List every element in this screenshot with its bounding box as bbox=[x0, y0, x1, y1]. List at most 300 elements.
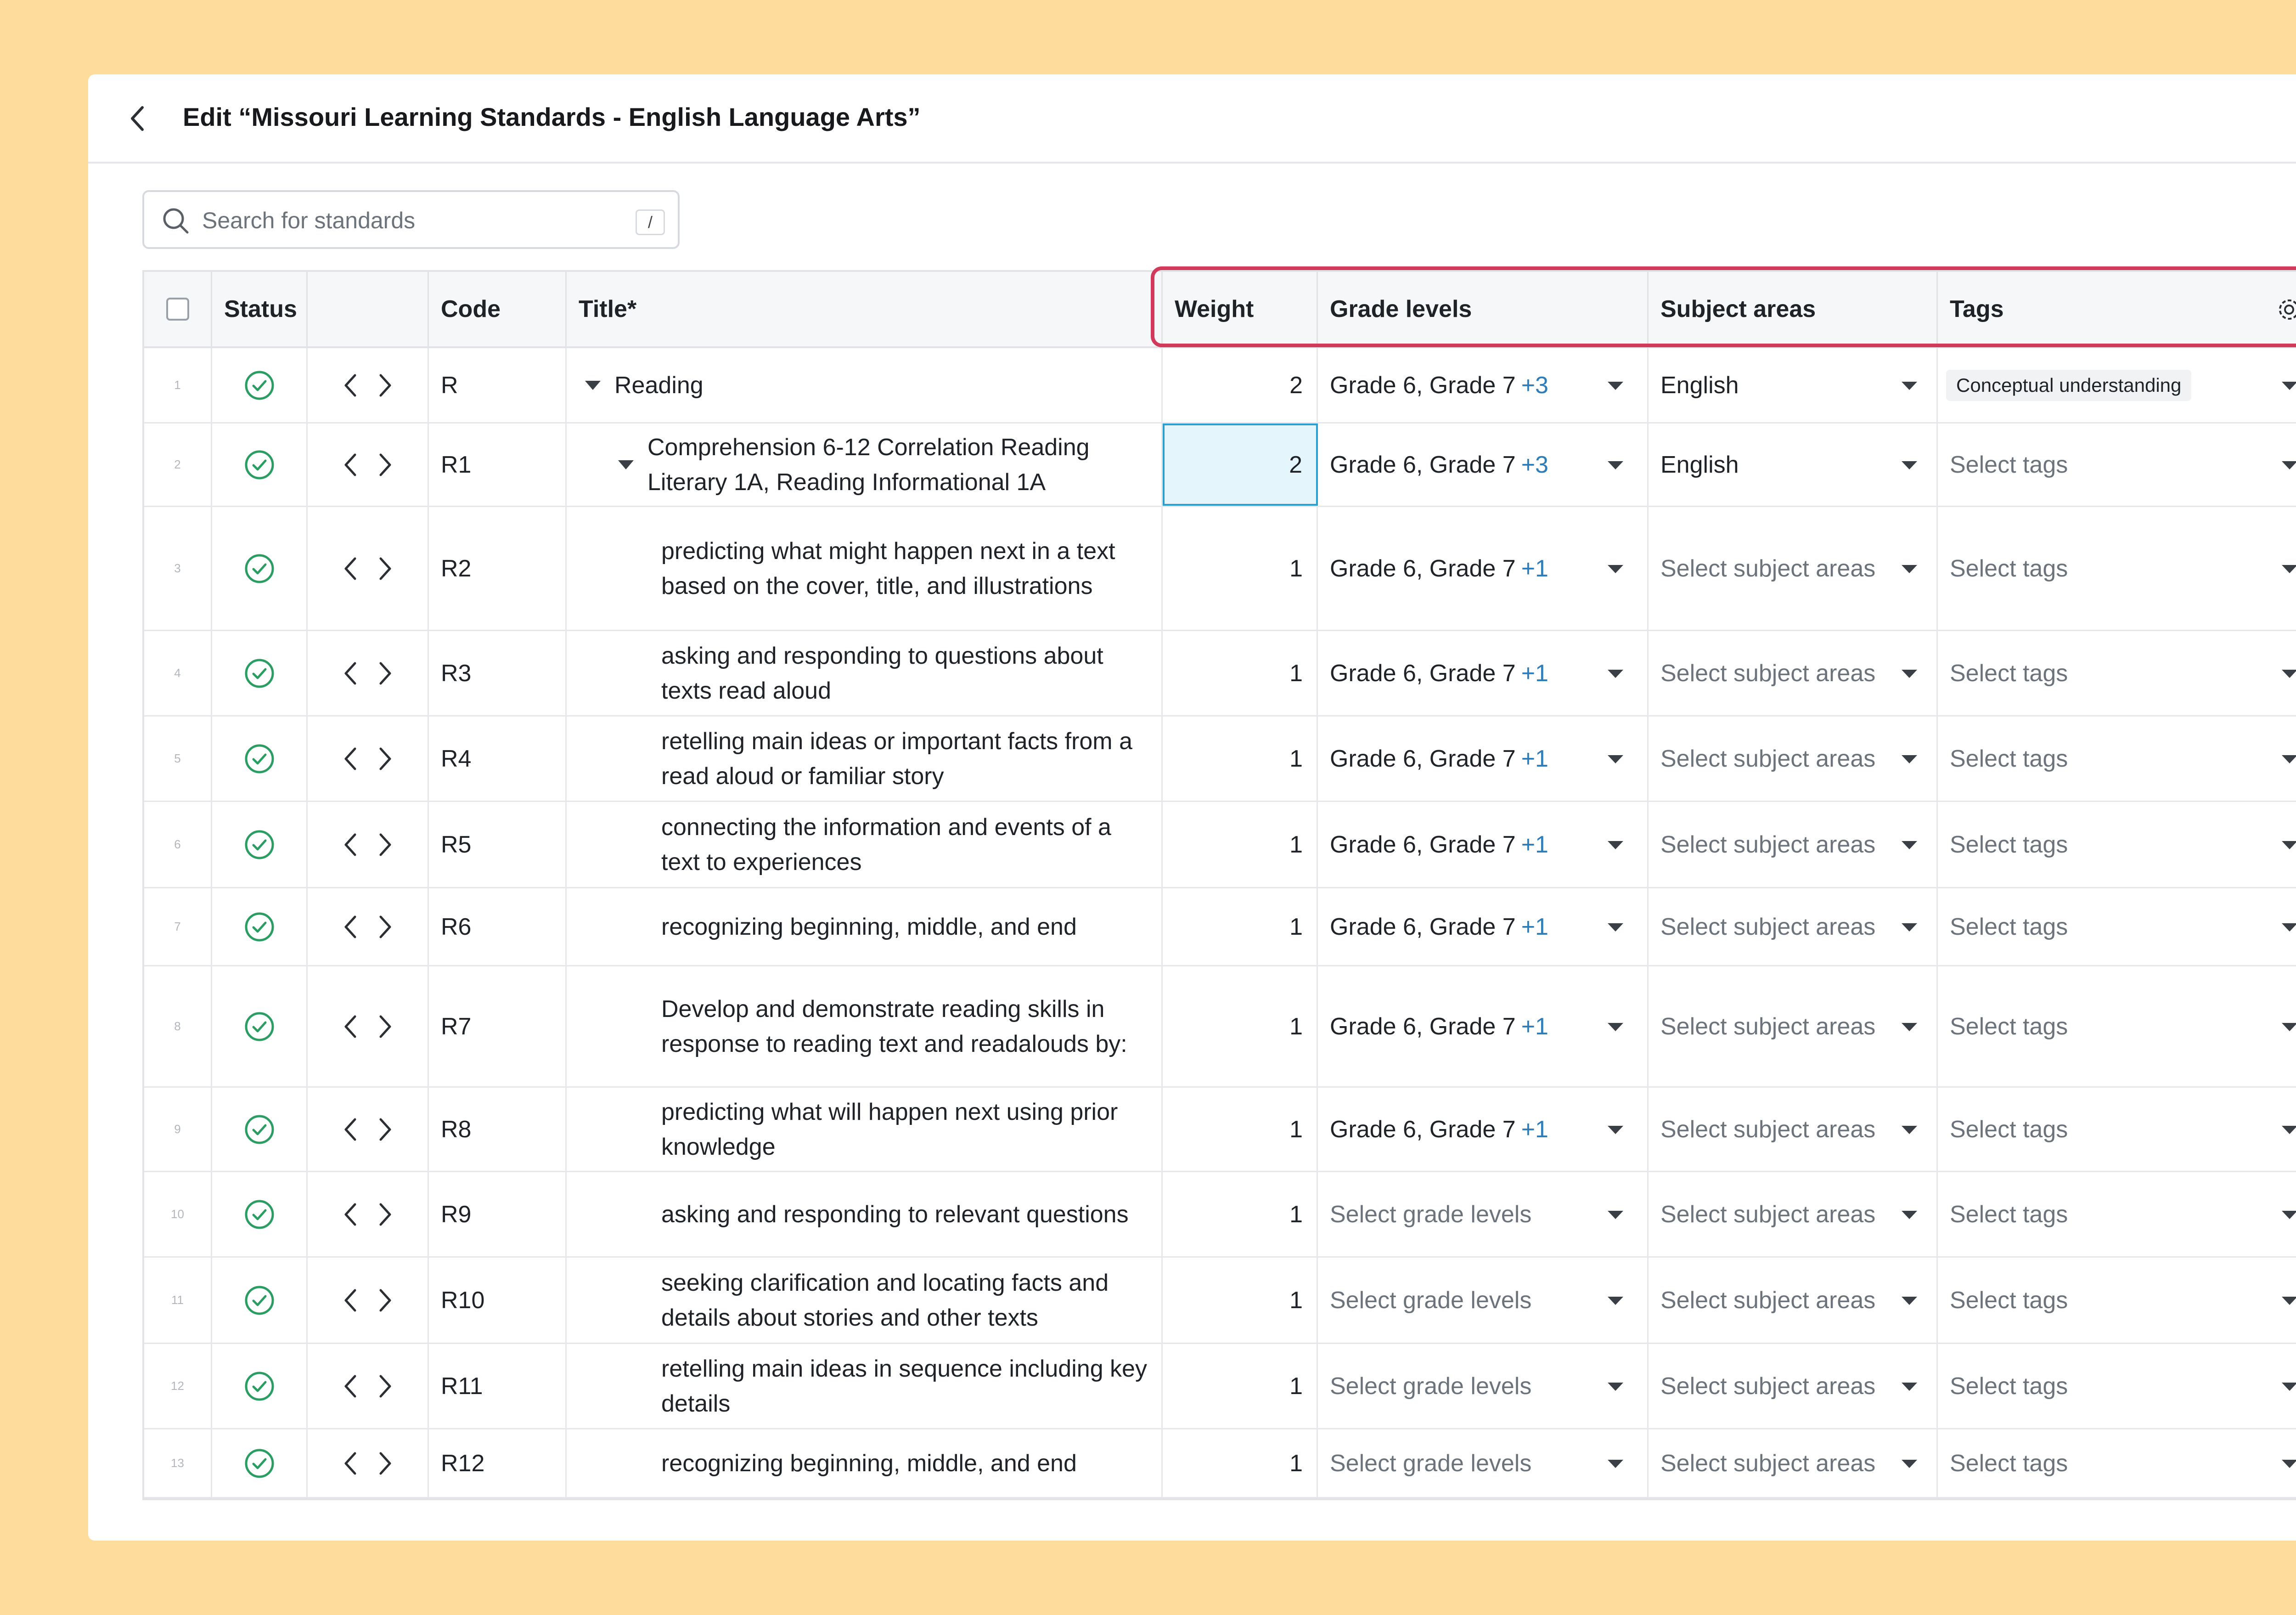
caret-down-icon[interactable] bbox=[1608, 461, 1623, 469]
editor-card bbox=[88, 74, 2296, 1541]
tags-placeholder: Select tags bbox=[1950, 660, 2068, 687]
status-cell bbox=[212, 348, 308, 422]
caret-down-icon[interactable] bbox=[1902, 1023, 1917, 1031]
code-cell[interactable] bbox=[429, 348, 567, 422]
back-button[interactable] bbox=[120, 101, 155, 136]
chevron-right-icon[interactable] bbox=[377, 1014, 394, 1039]
weight-value: 1 bbox=[1289, 1201, 1303, 1228]
subject-areas-value: Select subject areas bbox=[1660, 660, 1876, 687]
caret-down-icon[interactable] bbox=[1608, 1383, 1623, 1391]
select-all-checkbox[interactable] bbox=[166, 298, 189, 321]
subject-areas-value: Select subject areas bbox=[1660, 1287, 1876, 1314]
move-cell bbox=[308, 507, 429, 630]
row-number: 5 bbox=[174, 751, 181, 765]
caret-down-icon[interactable] bbox=[1902, 461, 1917, 469]
chevron-left-icon[interactable] bbox=[342, 1014, 359, 1039]
grade-levels-cell[interactable] bbox=[1318, 1172, 1649, 1256]
row-number: 11 bbox=[171, 1293, 184, 1307]
caret-down-icon[interactable] bbox=[2282, 1211, 2296, 1219]
code-value: R4 bbox=[441, 745, 472, 772]
caret-down-icon[interactable] bbox=[1608, 1023, 1623, 1031]
code-cell[interactable] bbox=[429, 1088, 567, 1171]
code-value: R11 bbox=[441, 1372, 483, 1400]
status-cell bbox=[212, 1429, 308, 1497]
table-row bbox=[144, 424, 2296, 507]
weight-cell[interactable] bbox=[1163, 1429, 1318, 1497]
weight-value: 1 bbox=[1289, 913, 1303, 940]
search-box[interactable] bbox=[142, 190, 680, 249]
subject-areas-value: Select subject areas bbox=[1660, 1201, 1876, 1228]
title-text: recognizing beginning, middle, and end bbox=[661, 913, 1077, 940]
caret-down-icon[interactable] bbox=[1608, 1211, 1623, 1219]
table-row bbox=[144, 507, 2296, 631]
weight-cell[interactable] bbox=[1163, 1344, 1318, 1428]
grade-more-count[interactable]: +3 bbox=[1521, 451, 1548, 478]
chevron-left-icon[interactable] bbox=[342, 832, 359, 858]
grade-levels-value: Select grade levels bbox=[1330, 1201, 1532, 1228]
title-text: asking and responding to questions about texts read aloud bbox=[661, 642, 1103, 704]
row-number-cell bbox=[144, 1344, 212, 1428]
tag-chip[interactable]: Conceptual understanding bbox=[1946, 370, 2191, 401]
grade-levels-value: Grade 6, Grade 7 bbox=[1330, 1013, 1516, 1040]
table-row bbox=[144, 1172, 2296, 1258]
tags-placeholder: Select tags bbox=[1950, 831, 2068, 858]
subject-areas-cell[interactable] bbox=[1649, 631, 1938, 715]
weight-value: 1 bbox=[1289, 660, 1303, 687]
tags-cell[interactable] bbox=[1938, 424, 2296, 506]
chevron-left-icon[interactable] bbox=[342, 556, 359, 582]
grade-levels-value: Grade 6, Grade 7 bbox=[1330, 745, 1516, 772]
header-bar bbox=[88, 74, 2296, 164]
subject-areas-value: Select subject areas bbox=[1660, 1372, 1876, 1400]
grade-more-count[interactable]: +1 bbox=[1521, 660, 1548, 687]
search-shortcut-key: / bbox=[636, 209, 665, 235]
tags-placeholder: Select tags bbox=[1950, 1372, 2068, 1400]
grade-more-count[interactable]: +1 bbox=[1521, 1013, 1548, 1040]
grade-levels-value: Grade 6, Grade 7 bbox=[1330, 555, 1516, 582]
chevron-right-icon[interactable] bbox=[377, 556, 394, 582]
check-circle-icon[interactable] bbox=[243, 1113, 276, 1146]
title-text: Comprehension 6-12 Correlation Reading Literary 1A, Reading Informational 1A bbox=[647, 434, 1090, 496]
tags-cell[interactable] bbox=[1938, 348, 2296, 422]
grade-levels-cell[interactable] bbox=[1318, 631, 1649, 715]
grade-levels-value: Grade 6, Grade 7 bbox=[1330, 451, 1516, 478]
grade-more-count[interactable]: +1 bbox=[1521, 555, 1548, 582]
expand-toggle-icon[interactable] bbox=[585, 381, 601, 390]
caret-down-icon[interactable] bbox=[2282, 1383, 2296, 1391]
subject-areas-cell[interactable] bbox=[1649, 1258, 1938, 1343]
code-value: R3 bbox=[441, 660, 472, 687]
weight-cell[interactable] bbox=[1163, 717, 1318, 801]
subject-areas-value: Select subject areas bbox=[1660, 1013, 1876, 1040]
move-cell bbox=[308, 717, 429, 801]
tags-cell[interactable] bbox=[1938, 1344, 2296, 1428]
subject-areas-value: Select subject areas bbox=[1660, 831, 1876, 858]
grade-more-count[interactable]: +1 bbox=[1521, 913, 1548, 940]
search-input[interactable] bbox=[201, 200, 607, 241]
check-circle-icon[interactable] bbox=[243, 1010, 276, 1043]
weight-cell[interactable] bbox=[1163, 1258, 1318, 1343]
tags-cell[interactable] bbox=[1938, 1429, 2296, 1497]
caret-down-icon[interactable] bbox=[1902, 565, 1917, 573]
weight-cell[interactable] bbox=[1163, 888, 1318, 965]
row-number-cell bbox=[144, 424, 212, 506]
grade-levels-cell[interactable] bbox=[1318, 507, 1649, 630]
move-cell bbox=[308, 1258, 429, 1343]
caret-down-icon[interactable] bbox=[1902, 841, 1917, 849]
grade-levels-value: Select grade levels bbox=[1330, 1372, 1532, 1400]
row-number-cell bbox=[144, 631, 212, 715]
title-cell[interactable] bbox=[567, 717, 1163, 801]
caret-down-icon[interactable] bbox=[1608, 755, 1623, 763]
table-row bbox=[144, 1088, 2296, 1172]
chevron-right-icon[interactable] bbox=[377, 1373, 394, 1399]
title-cell[interactable] bbox=[567, 348, 1163, 422]
code-value: R bbox=[441, 372, 458, 399]
weight-value: 1 bbox=[1289, 1450, 1303, 1477]
status-cell bbox=[212, 631, 308, 715]
check-circle-icon[interactable] bbox=[243, 369, 276, 402]
title-text: Reading bbox=[614, 372, 703, 399]
chevron-right-icon[interactable] bbox=[377, 1117, 394, 1142]
col-grade-levels[interactable]: Grade levels bbox=[1318, 272, 1649, 346]
chevron-left-icon[interactable] bbox=[342, 452, 359, 478]
row-number: 13 bbox=[171, 1456, 184, 1470]
tags-cell[interactable] bbox=[1938, 717, 2296, 801]
code-cell[interactable] bbox=[429, 507, 567, 630]
table-header bbox=[144, 272, 2296, 348]
caret-down-icon[interactable] bbox=[2282, 565, 2296, 573]
col-code[interactable]: Code bbox=[429, 272, 567, 346]
subject-areas-cell[interactable] bbox=[1649, 507, 1938, 630]
caret-down-icon[interactable] bbox=[1902, 1211, 1917, 1219]
grade-more-count[interactable]: +1 bbox=[1521, 831, 1548, 858]
tags-placeholder: Select tags bbox=[1950, 745, 2068, 772]
weight-cell[interactable] bbox=[1163, 1088, 1318, 1171]
row-number: 8 bbox=[174, 1019, 181, 1033]
table-row bbox=[144, 1258, 2296, 1344]
weight-value: 2 bbox=[1289, 451, 1302, 478]
caret-down-icon[interactable] bbox=[1608, 923, 1623, 932]
weight-value: 2 bbox=[1289, 372, 1303, 399]
status-cell bbox=[212, 1258, 308, 1343]
move-cell bbox=[308, 888, 429, 965]
table-row bbox=[144, 631, 2296, 717]
title-cell[interactable] bbox=[567, 802, 1163, 887]
title-cell[interactable] bbox=[567, 1429, 1163, 1497]
weight-cell[interactable] bbox=[1163, 348, 1318, 422]
code-value: R5 bbox=[441, 831, 472, 858]
code-cell[interactable] bbox=[429, 888, 567, 965]
grade-levels-cell[interactable] bbox=[1318, 1429, 1649, 1497]
chevron-left-icon[interactable] bbox=[342, 373, 359, 398]
row-number-cell bbox=[144, 888, 212, 965]
title-cell[interactable] bbox=[567, 1172, 1163, 1256]
caret-down-icon[interactable] bbox=[2282, 1126, 2296, 1134]
chevron-left-icon[interactable] bbox=[342, 746, 359, 772]
caret-down-icon[interactable] bbox=[1608, 1297, 1623, 1305]
title-cell[interactable] bbox=[567, 1088, 1163, 1171]
col-weight[interactable]: Weight bbox=[1163, 272, 1318, 346]
title-cell[interactable] bbox=[567, 1344, 1163, 1428]
check-circle-icon[interactable] bbox=[243, 1284, 276, 1317]
tags-cell[interactable] bbox=[1938, 802, 2296, 887]
caret-down-icon[interactable] bbox=[1902, 755, 1917, 763]
grade-levels-cell[interactable] bbox=[1318, 1258, 1649, 1343]
chevron-right-icon[interactable] bbox=[377, 832, 394, 858]
caret-down-icon[interactable] bbox=[2282, 461, 2296, 469]
grade-levels-cell[interactable] bbox=[1318, 802, 1649, 887]
code-cell[interactable] bbox=[429, 1344, 567, 1428]
check-circle-icon[interactable] bbox=[243, 910, 276, 943]
move-cell bbox=[308, 1344, 429, 1428]
caret-down-icon[interactable] bbox=[1608, 565, 1623, 573]
check-circle-icon[interactable] bbox=[243, 828, 276, 861]
caret-down-icon[interactable] bbox=[1608, 1126, 1623, 1134]
weight-cell[interactable] bbox=[1163, 424, 1318, 506]
grade-levels-value: Select grade levels bbox=[1330, 1450, 1532, 1477]
check-circle-icon[interactable] bbox=[243, 1198, 276, 1231]
tags-placeholder: Select tags bbox=[1950, 1013, 2068, 1040]
code-cell[interactable] bbox=[429, 1258, 567, 1343]
weight-cell[interactable] bbox=[1163, 1172, 1318, 1256]
grade-levels-cell[interactable] bbox=[1318, 888, 1649, 965]
title-text: asking and responding to relevant questions bbox=[661, 1201, 1129, 1228]
chevron-left-icon[interactable] bbox=[342, 661, 359, 686]
subject-areas-cell[interactable] bbox=[1649, 966, 1938, 1086]
grade-levels-cell[interactable] bbox=[1318, 1088, 1649, 1171]
table-row bbox=[144, 966, 2296, 1088]
col-tags[interactable] bbox=[1938, 272, 2296, 346]
tags-cell[interactable] bbox=[1938, 1258, 2296, 1343]
tags-placeholder: Select tags bbox=[1950, 1450, 2068, 1477]
table-row bbox=[144, 802, 2296, 888]
grade-more-count[interactable]: +1 bbox=[1521, 745, 1548, 772]
chevron-right-icon[interactable] bbox=[377, 914, 394, 940]
title-text: predicting what will happen next using prior knowledge bbox=[661, 1098, 1118, 1160]
subject-areas-cell[interactable] bbox=[1649, 888, 1938, 965]
subject-areas-cell[interactable] bbox=[1649, 1429, 1938, 1497]
check-circle-icon[interactable] bbox=[243, 657, 276, 690]
chevron-left-icon[interactable] bbox=[342, 1287, 359, 1313]
table-row bbox=[144, 1344, 2296, 1429]
title-cell[interactable] bbox=[567, 888, 1163, 965]
code-value: R9 bbox=[441, 1201, 472, 1228]
weight-cell[interactable] bbox=[1163, 507, 1318, 630]
code-value: R1 bbox=[441, 451, 472, 478]
tags-cell[interactable] bbox=[1938, 888, 2296, 965]
grade-levels-cell[interactable] bbox=[1318, 348, 1649, 422]
status-cell bbox=[212, 507, 308, 630]
tags-placeholder: Select tags bbox=[1950, 1116, 2068, 1143]
grade-levels-cell[interactable] bbox=[1318, 966, 1649, 1086]
caret-down-icon[interactable] bbox=[1902, 1383, 1917, 1391]
caret-down-icon[interactable] bbox=[1608, 841, 1623, 849]
status-cell bbox=[212, 802, 308, 887]
col-status[interactable]: Status bbox=[212, 272, 308, 346]
code-cell[interactable] bbox=[429, 966, 567, 1086]
row-number: 1 bbox=[174, 378, 181, 392]
tags-cell[interactable] bbox=[1938, 1088, 2296, 1171]
tags-cell[interactable] bbox=[1938, 1172, 2296, 1256]
subject-areas-cell[interactable] bbox=[1649, 348, 1938, 422]
caret-down-icon[interactable] bbox=[1902, 670, 1917, 678]
chevron-right-icon[interactable] bbox=[377, 452, 394, 478]
grade-levels-value: Grade 6, Grade 7 bbox=[1330, 913, 1516, 940]
weight-cell[interactable] bbox=[1163, 631, 1318, 715]
subject-areas-cell[interactable] bbox=[1649, 1088, 1938, 1171]
chevron-left-icon[interactable] bbox=[342, 1451, 359, 1476]
row-number: 2 bbox=[174, 457, 181, 471]
tags-cell[interactable] bbox=[1938, 966, 2296, 1086]
chevron-left-icon[interactable] bbox=[342, 1373, 359, 1399]
caret-down-icon[interactable] bbox=[1608, 1460, 1623, 1468]
table-row bbox=[144, 1429, 2296, 1498]
chevron-right-icon[interactable] bbox=[377, 1451, 394, 1476]
code-value: R12 bbox=[441, 1450, 485, 1477]
caret-down-icon[interactable] bbox=[2282, 841, 2296, 849]
check-circle-icon[interactable] bbox=[243, 1447, 276, 1480]
tags-placeholder: Select tags bbox=[1950, 1287, 2068, 1314]
code-cell[interactable] bbox=[429, 631, 567, 715]
check-circle-icon[interactable] bbox=[243, 448, 276, 481]
caret-down-icon[interactable] bbox=[1902, 1297, 1917, 1305]
subject-areas-value: English bbox=[1660, 372, 1739, 399]
title-cell[interactable] bbox=[567, 966, 1163, 1086]
caret-down-icon[interactable] bbox=[1608, 670, 1623, 678]
caret-down-icon[interactable] bbox=[2282, 755, 2296, 763]
row-number: 6 bbox=[174, 837, 181, 851]
subject-areas-cell[interactable] bbox=[1649, 802, 1938, 887]
check-circle-icon[interactable] bbox=[243, 742, 276, 775]
row-number: 12 bbox=[171, 1379, 184, 1393]
title-text: seeking clarification and locating facts and details about stories and other texts bbox=[661, 1269, 1109, 1331]
caret-down-icon[interactable] bbox=[1902, 1126, 1917, 1134]
subject-areas-cell[interactable] bbox=[1649, 1344, 1938, 1428]
tags-cell[interactable] bbox=[1938, 631, 2296, 715]
chevron-left-icon[interactable] bbox=[342, 1117, 359, 1142]
grade-levels-value: Grade 6, Grade 7 bbox=[1330, 660, 1516, 687]
code-value: R7 bbox=[441, 1013, 472, 1040]
chevron-right-icon[interactable] bbox=[377, 1202, 394, 1227]
chevron-right-icon[interactable] bbox=[377, 746, 394, 772]
row-number-cell bbox=[144, 1088, 212, 1171]
subject-areas-cell[interactable] bbox=[1649, 1172, 1938, 1256]
subject-areas-value: Select subject areas bbox=[1660, 745, 1876, 772]
code-cell[interactable] bbox=[429, 802, 567, 887]
row-number-cell bbox=[144, 802, 212, 887]
col-title[interactable]: Title* bbox=[567, 272, 1163, 346]
weight-value: 1 bbox=[1289, 1013, 1303, 1040]
tags-placeholder: Select tags bbox=[1950, 451, 2068, 478]
title-cell[interactable] bbox=[567, 1258, 1163, 1343]
row-number-cell bbox=[144, 966, 212, 1086]
code-value: R6 bbox=[441, 913, 472, 940]
title-cell[interactable] bbox=[567, 424, 1163, 506]
weight-cell[interactable] bbox=[1163, 966, 1318, 1086]
weight-value: 1 bbox=[1289, 555, 1303, 582]
weight-cell[interactable] bbox=[1163, 802, 1318, 887]
check-circle-icon[interactable] bbox=[243, 1370, 276, 1403]
code-value: R8 bbox=[441, 1116, 472, 1143]
subject-areas-cell[interactable] bbox=[1649, 717, 1938, 801]
code-cell[interactable] bbox=[429, 717, 567, 801]
title-cell[interactable] bbox=[567, 631, 1163, 715]
search-icon bbox=[161, 206, 190, 235]
row-number-cell bbox=[144, 717, 212, 801]
subject-areas-cell[interactable] bbox=[1649, 424, 1938, 506]
caret-down-icon[interactable] bbox=[2282, 1297, 2296, 1305]
row-number-cell bbox=[144, 1429, 212, 1497]
chevron-right-icon[interactable] bbox=[377, 1287, 394, 1313]
move-cell bbox=[308, 1429, 429, 1497]
page-title: Edit “Missouri Learning Standards - English Language Arts” bbox=[183, 102, 921, 131]
caret-down-icon[interactable] bbox=[1608, 382, 1623, 390]
grade-more-count[interactable]: +1 bbox=[1521, 1116, 1548, 1143]
grade-levels-cell[interactable] bbox=[1318, 1344, 1649, 1428]
row-number: 4 bbox=[174, 666, 181, 680]
caret-down-icon[interactable] bbox=[1902, 382, 1917, 390]
chevron-right-icon[interactable] bbox=[377, 373, 394, 398]
chevron-right-icon[interactable] bbox=[377, 661, 394, 686]
table-row bbox=[144, 717, 2296, 802]
expand-toggle-icon[interactable] bbox=[618, 460, 634, 469]
back-chevron-icon bbox=[129, 105, 147, 132]
weight-value: 1 bbox=[1289, 1116, 1303, 1143]
caret-down-icon[interactable] bbox=[2282, 1023, 2296, 1031]
move-cell bbox=[308, 348, 429, 422]
check-circle-icon[interactable] bbox=[243, 552, 276, 585]
status-cell bbox=[212, 1088, 308, 1171]
caret-down-icon[interactable] bbox=[2282, 923, 2296, 932]
code-value: R2 bbox=[441, 555, 472, 582]
grade-levels-value: Select grade levels bbox=[1330, 1287, 1532, 1314]
col-subject-areas[interactable]: Subject areas bbox=[1649, 272, 1938, 346]
caret-down-icon[interactable] bbox=[2282, 1460, 2296, 1468]
code-value: R10 bbox=[441, 1287, 485, 1314]
tags-cell[interactable] bbox=[1938, 507, 2296, 630]
chevron-left-icon[interactable] bbox=[342, 914, 359, 940]
grade-levels-cell[interactable] bbox=[1318, 717, 1649, 801]
row-number: 9 bbox=[174, 1122, 181, 1136]
title-cell[interactable] bbox=[567, 507, 1163, 630]
code-cell[interactable] bbox=[429, 1429, 567, 1497]
status-cell bbox=[212, 424, 308, 506]
grade-levels-value: Grade 6, Grade 7 bbox=[1330, 1116, 1516, 1143]
grade-more-count[interactable]: +3 bbox=[1521, 372, 1548, 399]
subject-areas-value: English bbox=[1660, 451, 1739, 478]
col-move bbox=[308, 272, 429, 346]
move-cell bbox=[308, 424, 429, 506]
code-cell[interactable] bbox=[429, 1172, 567, 1256]
caret-down-icon[interactable] bbox=[2282, 670, 2296, 678]
row-number-cell bbox=[144, 507, 212, 630]
status-cell bbox=[212, 966, 308, 1086]
status-cell bbox=[212, 1344, 308, 1428]
code-cell[interactable] bbox=[429, 424, 567, 506]
subject-areas-value: Select subject areas bbox=[1660, 555, 1876, 582]
gear-icon[interactable] bbox=[2276, 297, 2296, 322]
tags-placeholder: Select tags bbox=[1950, 913, 2068, 940]
caret-down-icon[interactable] bbox=[2282, 382, 2296, 390]
status-cell bbox=[212, 1172, 308, 1256]
subject-areas-value: Select subject areas bbox=[1660, 913, 1876, 940]
caret-down-icon[interactable] bbox=[1902, 923, 1917, 932]
table-row bbox=[144, 888, 2296, 966]
grade-levels-cell[interactable] bbox=[1318, 424, 1649, 506]
caret-down-icon[interactable] bbox=[1902, 1460, 1917, 1468]
chevron-left-icon[interactable] bbox=[342, 1202, 359, 1227]
